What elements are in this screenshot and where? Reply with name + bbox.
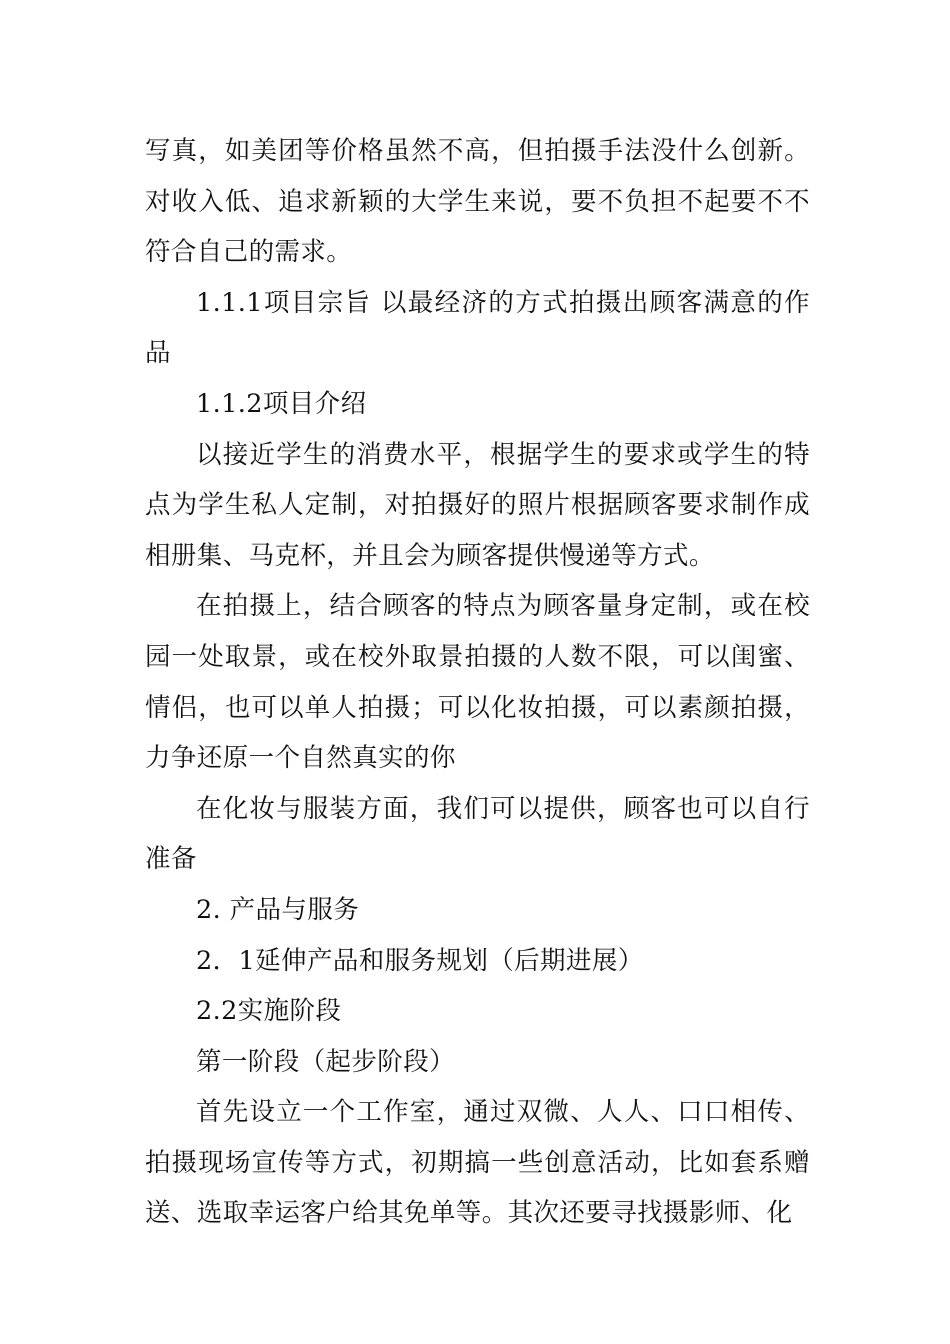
section-heading-phase-one: 第一阶段（起步阶段） (196, 1046, 456, 1077)
section-heading-project-intro: 1.1.2项目介绍 (196, 388, 367, 419)
paragraph-project-intro: 以接近学生的消费水平，根据学生的要求或学生的特点为学生私人定制，对拍摄好的照片根据顾客要求制作成相册集、马克杯，并且会为顾客提供慢递等方式。 (145, 439, 810, 571)
section-heading-products-services: 2. 产品与服务 (196, 894, 360, 925)
section-heading-project-purpose: 1.1.1项目宗旨 以最经济的方式拍摄出顾客满意的作品 (145, 287, 810, 369)
section-heading-implementation: 2.2实施阶段 (196, 996, 342, 1027)
paragraph-makeup-costume: 在化妆与服装方面，我们可以提供，顾客也可以自行准备 (145, 793, 810, 875)
paragraph-phase-one: 首先设立一个工作室，通过双微、人人、口口相传、拍摄现场宣传等方式，初期搞一些创意活动，比如套系赠送、选取幸运客户给其免单等。其次还要寻找摄影师、化 (145, 1097, 810, 1229)
document-body (145, 126, 810, 1239)
paragraph-shooting: 在拍摄上，结合顾客的特点为顾客量身定制，或在校园一处取景，或在校外取景拍摄的人数不限，可以闺蜜、情侣，也可以单人拍摄；可以化妆拍摄，可以素颜拍摄，力争还原一个自然真实的你 (145, 591, 810, 774)
section-heading-extended-products: 2．1延伸产品和服务规划（后期进展） (196, 945, 644, 976)
paragraph-continuation: 写真，如美团等价格虽然不高，但拍摄手法没什么创新。对收入低、追求新颖的大学生来说，要不负担不起要不不符合自己的需求。 (145, 136, 810, 268)
